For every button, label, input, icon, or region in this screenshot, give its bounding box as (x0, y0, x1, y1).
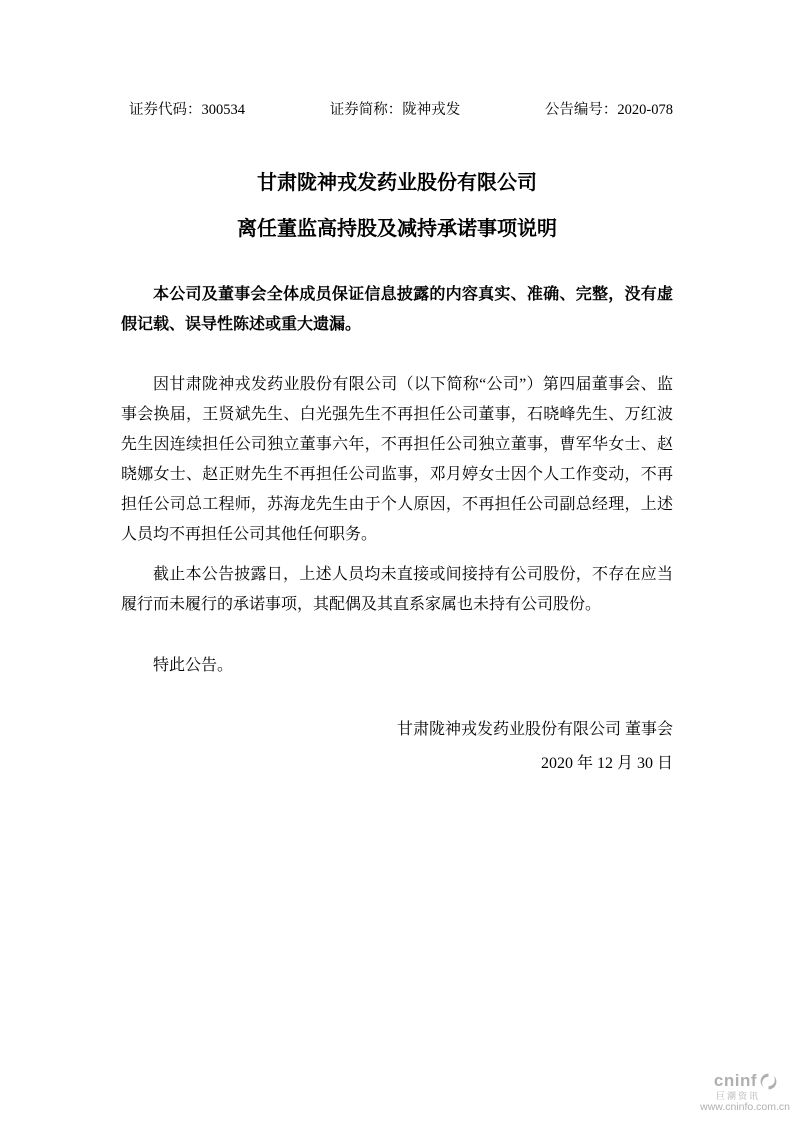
body-paragraph-1: 因甘肃陇神戎发药业股份有限公司（以下简称“公司”）第四届董事会、监事会换届，王贤斌先生、白光强先生不再担任公司董事，石晓峰先生、万红波先生因连续担任公司独立董事六年，不再担任公司独立董事，曹军华女士、赵晓娜女士、赵正财先生不再担任公司监事，邓月婷女士因个人工作变动，不再担任公司总工程师，苏海龙先生由于个人原因，不再担任公司副总经理，上述人员均不再担任公司其他任何职务。 (121, 376, 673, 543)
cninfo-swirl-icon (759, 1072, 778, 1091)
stock-code: 证券代码：300534 (129, 102, 245, 118)
cninfo-chinese-name: 巨潮资讯 (715, 1090, 760, 1101)
cninfo-watermark (700, 1072, 790, 1114)
document-title: 离任董监高持股及减持承诺事项说明 (237, 218, 557, 240)
document-title-block (121, 160, 673, 252)
company-title: 甘肃陇神戎发药业股份有限公司 (257, 172, 537, 194)
stock-short-name: 证券简称：陇神戎发 (329, 102, 461, 118)
cninfo-logo-text: cninf (713, 1070, 757, 1090)
announcement-number: 公告编号：2020-078 (544, 102, 673, 118)
signature-date: 2020 年 12 月 30 日 (540, 755, 673, 772)
board-declaration: 本公司及董事会全体成员保证信息披露的内容真实、准确、完整，没有虚假记载、误导性陈述或重大遗漏。 (121, 286, 673, 333)
signature-company: 甘肃陇神戎发药业股份有限公司 董事会 (396, 721, 673, 738)
document-header (121, 0, 673, 120)
cninfo-url: www.cninfo.com.cn (700, 1101, 790, 1114)
cninfo-logo-row (700, 1072, 778, 1091)
closing-statement: 特此公告。 (153, 657, 234, 674)
body-paragraph-2: 截止本公告披露日，上述人员均未直接或间接持有公司股份，不存在应当履行而未履行的承诺事项，其配偶及其直系家属也未持有公司股份。 (121, 566, 673, 613)
